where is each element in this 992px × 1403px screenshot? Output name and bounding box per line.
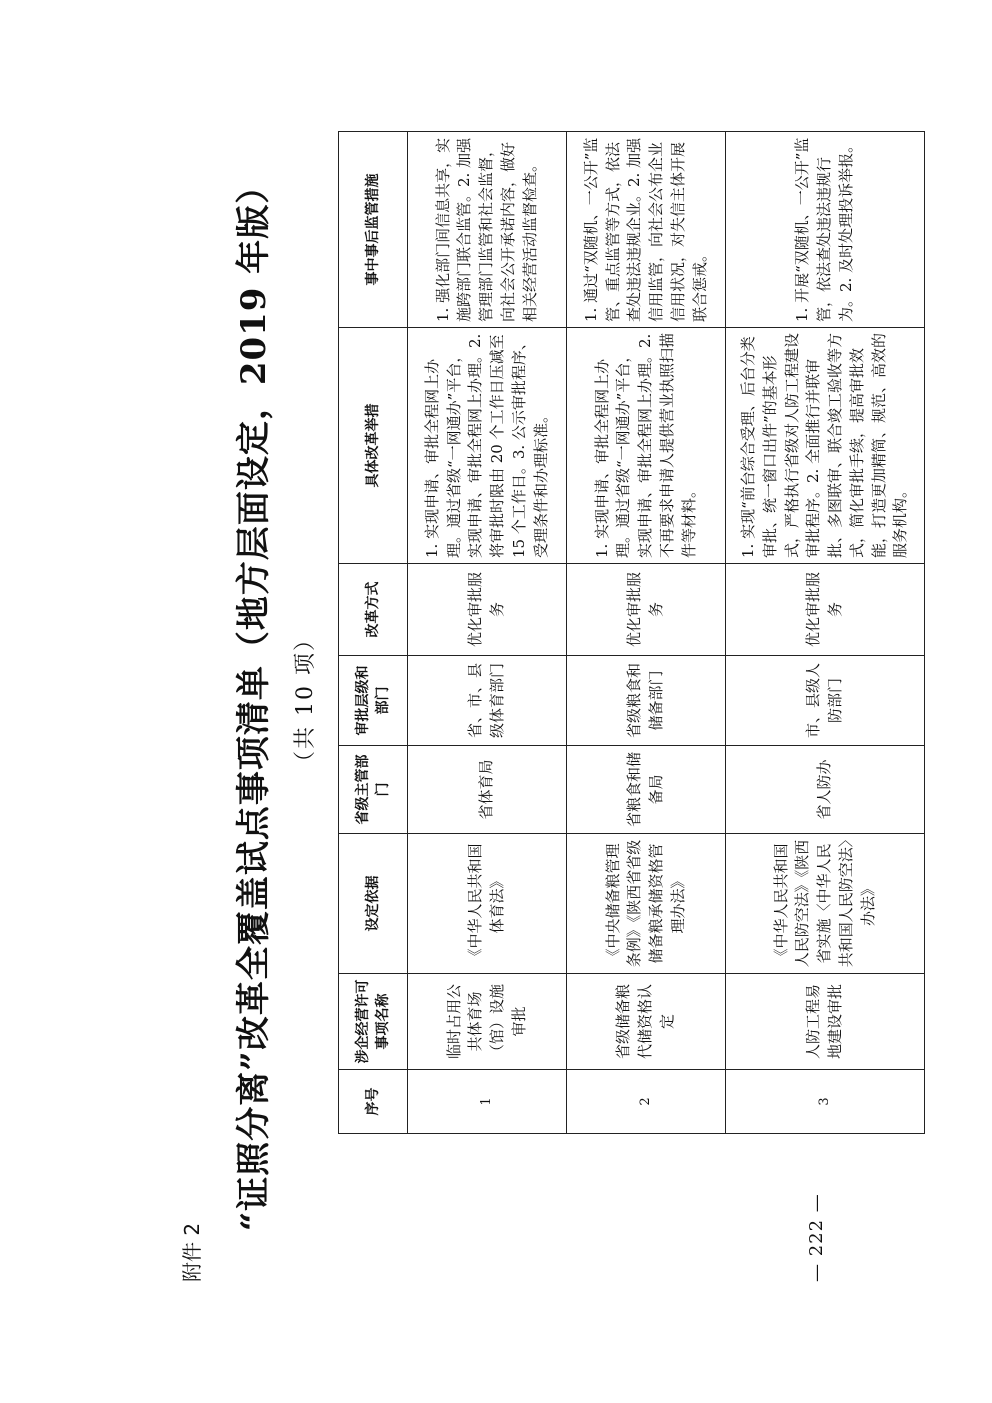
header-basis: 设定依据 bbox=[339, 834, 408, 974]
header-reform-measures: 具体改革举措 bbox=[339, 328, 408, 564]
header-supervision: 事中事后监管措施 bbox=[339, 132, 408, 328]
header-approval-level: 审批层级和部门 bbox=[339, 656, 408, 746]
header-item-name: 涉企经营许可事项名称 bbox=[339, 974, 408, 1070]
cell-supervision: 1. 开展“双随机、一公开”监管，依法查处违法违规行为。2. 及时处理投诉举报。 bbox=[726, 132, 925, 328]
cell-reform-measures: 1. 实现申请、审批全程网上办理。通过省级“一网通办”平台，实现申请、审批全程网上办理。2. 将审批时限由 20 个工作日压减至 15 个工作日。3. 公示审批程序、受理条件和办理标准。 bbox=[408, 328, 567, 564]
pilot-items-table bbox=[338, 131, 925, 1134]
cell-reform-method: 优化审批服务 bbox=[567, 564, 726, 656]
rotated-page bbox=[116, 110, 910, 1290]
header-no: 序号 bbox=[339, 1070, 408, 1134]
cell-provincial-dept: 省体育局 bbox=[408, 746, 567, 834]
cell-approval-level: 省、市、县级体育部门 bbox=[408, 656, 567, 746]
cell-supervision: 1. 强化部门间信息共享，实施跨部门联合监管。2. 加强管理部门监管和社会监督，向社会公开承诺内容，做好相关经营活动监督检查。 bbox=[408, 132, 567, 328]
cell-provincial-dept: 省粮食和储备局 bbox=[567, 746, 726, 834]
document-title: “证照分离”改革全覆盖试点事项清单（地方层面设定，2019 年版） bbox=[234, 168, 274, 1232]
cell-item-name: 省级储备粮代储资格认定 bbox=[567, 974, 726, 1070]
cell-reform-method: 优化审批服务 bbox=[726, 564, 925, 656]
cell-reform-measures: 1. 实现申请、审批全程网上办理。通过省级“一网通办”平台，实现申请、审批全程网上办理。2. 不再要求申请人提供营业执照扫描件等材料。 bbox=[567, 328, 726, 564]
cell-approval-level: 省级粮食和储备部门 bbox=[567, 656, 726, 746]
table-header-row bbox=[339, 132, 408, 1134]
cell-no: 2 bbox=[567, 1070, 726, 1134]
table-row bbox=[567, 132, 726, 1134]
page-number: — 222 — bbox=[806, 1193, 827, 1282]
header-reform-method: 改革方式 bbox=[339, 564, 408, 656]
header-provincial-dept: 省级主管部门 bbox=[339, 746, 408, 834]
table-row bbox=[726, 132, 925, 1134]
cell-item-name: 临时占用公共体育场（馆）设施审批 bbox=[408, 974, 567, 1070]
cell-basis: 《中华人民共和国体育法》 bbox=[408, 834, 567, 974]
cell-no: 3 bbox=[726, 1070, 925, 1134]
cell-reform-method: 优化审批服务 bbox=[408, 564, 567, 656]
attachment-label: 附件 2 bbox=[180, 1222, 204, 1282]
cell-basis: 《中华人民共和国人民防空法》《陕西省实施〈中华人民共和国人民防空法〉办法》 bbox=[726, 834, 925, 974]
cell-supervision: 1. 通过“双随机、一公开”监管、重点监管等方式，依法查处违法违规企业。2. 加强信用监管，向社会公布企业信用状况，对失信主体开展联合惩戒。 bbox=[567, 132, 726, 328]
cell-basis: 《中央储备粮管理条例》《陕西省省级储备粮承储资格管理办法》 bbox=[567, 834, 726, 974]
cell-reform-measures: 1. 实现“前台综合受理、后台分类审批、统一窗口出件”的基本形式，严格执行省级对人防工程建设审批程序。2. 全面推行并联审批、多图联审、联合竣工验收等方式，简化审批手续，提高审批效能，打造更加精简、规范、高效的服务机构。 bbox=[726, 328, 925, 564]
item-count: （共 10 项） bbox=[293, 627, 318, 773]
cell-item-name: 人防工程易地建设审批 bbox=[726, 974, 925, 1070]
cell-no: 1 bbox=[408, 1070, 567, 1134]
table-row bbox=[408, 132, 567, 1134]
cell-approval-level: 市、县级人防部门 bbox=[726, 656, 925, 746]
cell-provincial-dept: 省人防办 bbox=[726, 746, 925, 834]
